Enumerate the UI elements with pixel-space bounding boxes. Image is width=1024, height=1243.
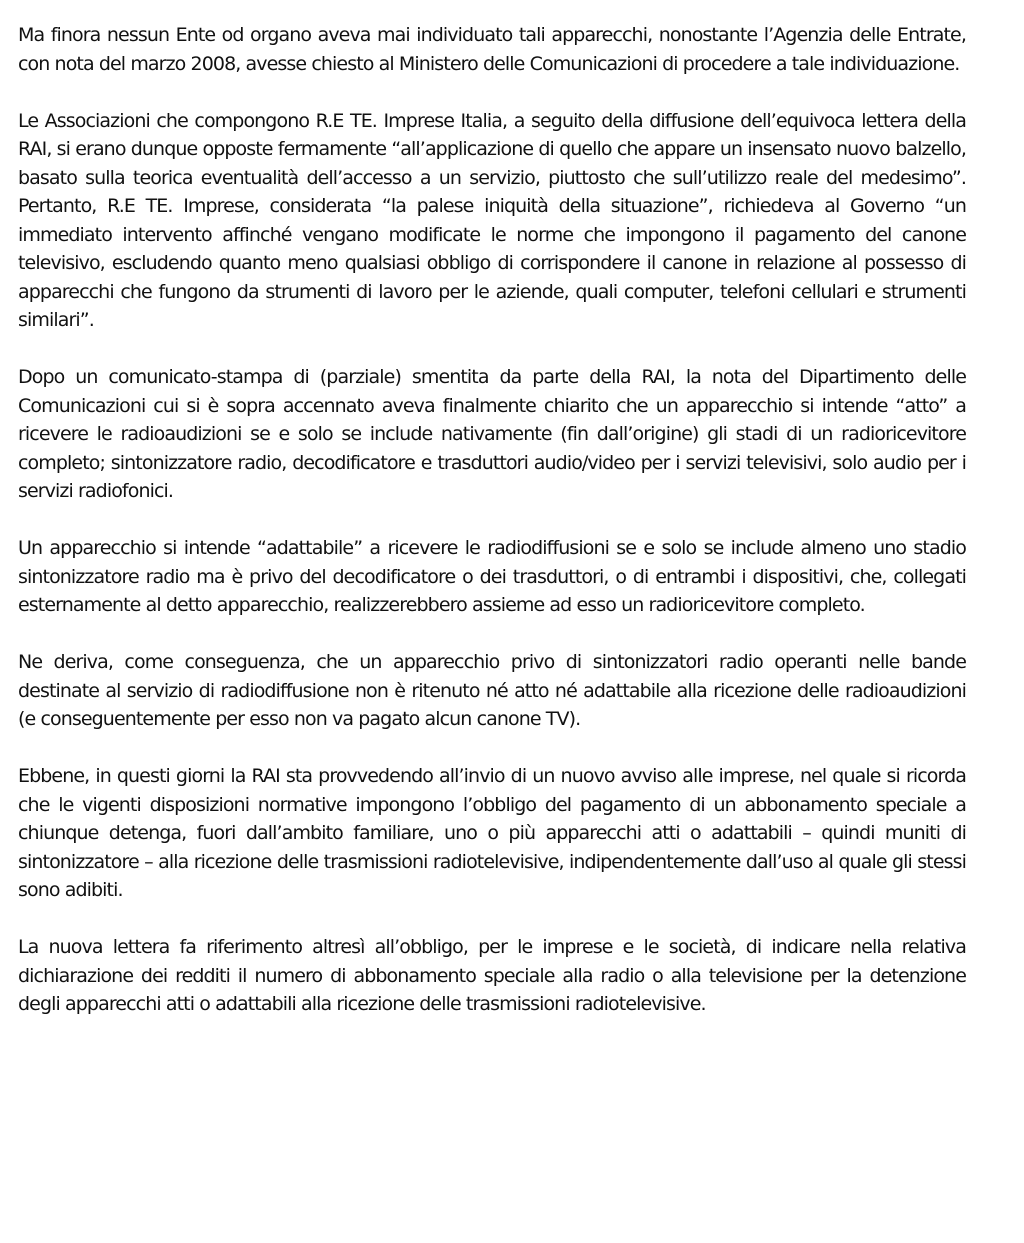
paragraph-nuovo-avviso: Ebbene, in questi giorni la RAI sta provvedendo all’invio di un nuovo avviso alle imprese, nel quale si ricorda che le vigenti disposizioni normative impongono l’obbligo del pagamento di un abbonamento speciale a chiunque detenga, fuori dall’ambito familiare, uno o più apparecchi atti o adattabili – quindi muniti di sintonizzatore – alla ricezione delle trasmissioni radiotelevisive, indipendentemente dall’uso al quale gli stessi sono adibiti.: [18, 765, 966, 901]
paragraph-nuova-lettera: La nuova lettera fa riferimento altresì all’obbligo, per le imprese e le società, di indicare nella relativa dichiarazione dei redditi il numero di abbonamento speciale alla radio o alla televisione per la detenzione degli apparecchi atti o adattabili alla ricezione delle trasmissioni radiotelevisive.: [18, 936, 966, 1015]
paragraph-rete-imprese: Le Associazioni che compongono R.E TE. Imprese Italia, a seguito della diffusione dell’equivoca lettera della RAI, si erano dunque opposte fermamente “all’applicazione di quello che appare un insensato nuovo balzello, basato sulla teorica eventualità dell’accesso a un servizio, piuttosto che sull’utilizzo reale del medesimo”. Pertanto, R.E TE. Imprese, considerata “la palese iniquità della situazione”, richiedeva al Governo “un immediato intervento affinché vengano modificate le norme che impongono il pagamento del canone televisivo, escludendo quanto meno qualsiasi obbligo di corrispondere il canone in relazione al possesso di apparecchi che fungono da strumenti di lavoro per le aziende, quali computer, telefoni cellulari e strumenti similari”.: [18, 109, 966, 331]
document-body: [18, 21, 966, 1047]
paragraph-apparecchio-adattabile: Un apparecchio si intende “adattabile” a ricevere le radiodiffusioni se e solo se include almeno uno stadio sintonizzatore radio ma è privo del decodificatore o dei trasduttori, o di entrambi i dispositivi, che, collegati esternamente al detto apparecchio, realizzerebbero assieme ad esso un radioricevitore completo.: [18, 537, 966, 616]
paragraph-agenzia-entrate: Ma finora nessun Ente od organo aveva mai individuato tali apparecchi, nonostante l’Agenzia delle Entrate, con nota del marzo 2008, avesse chiesto al Ministero delle Comunicazioni di procedere a tale individuazione.: [18, 24, 966, 75]
paragraph-dipartimento-comunicazioni: Dopo un comunicato-stampa di (parziale) smentita da parte della RAI, la nota del Dipartimento delle Comunicazioni cui si è sopra accennato aveva finalmente chiarito che un apparecchio si intende “atto” a ricevere le radioaudizioni se e solo se include nativamente (fin dall’origine) gli stadi di un radioricevitore completo; sintonizzatore radio, decodificatore e trasduttori audio/video per i servizi televisivi, solo audio per i servizi radiofonici.: [18, 366, 966, 502]
paragraph-conseguenza: Ne deriva, come conseguenza, che un apparecchio privo di sintonizzatori radio operanti nelle bande destinate al servizio di radiodiffusione non è ritenuto né atto né adattabile alla ricezione delle radioaudizioni (e conseguentemente per esso non va pagato alcun canone TV).: [18, 651, 966, 730]
